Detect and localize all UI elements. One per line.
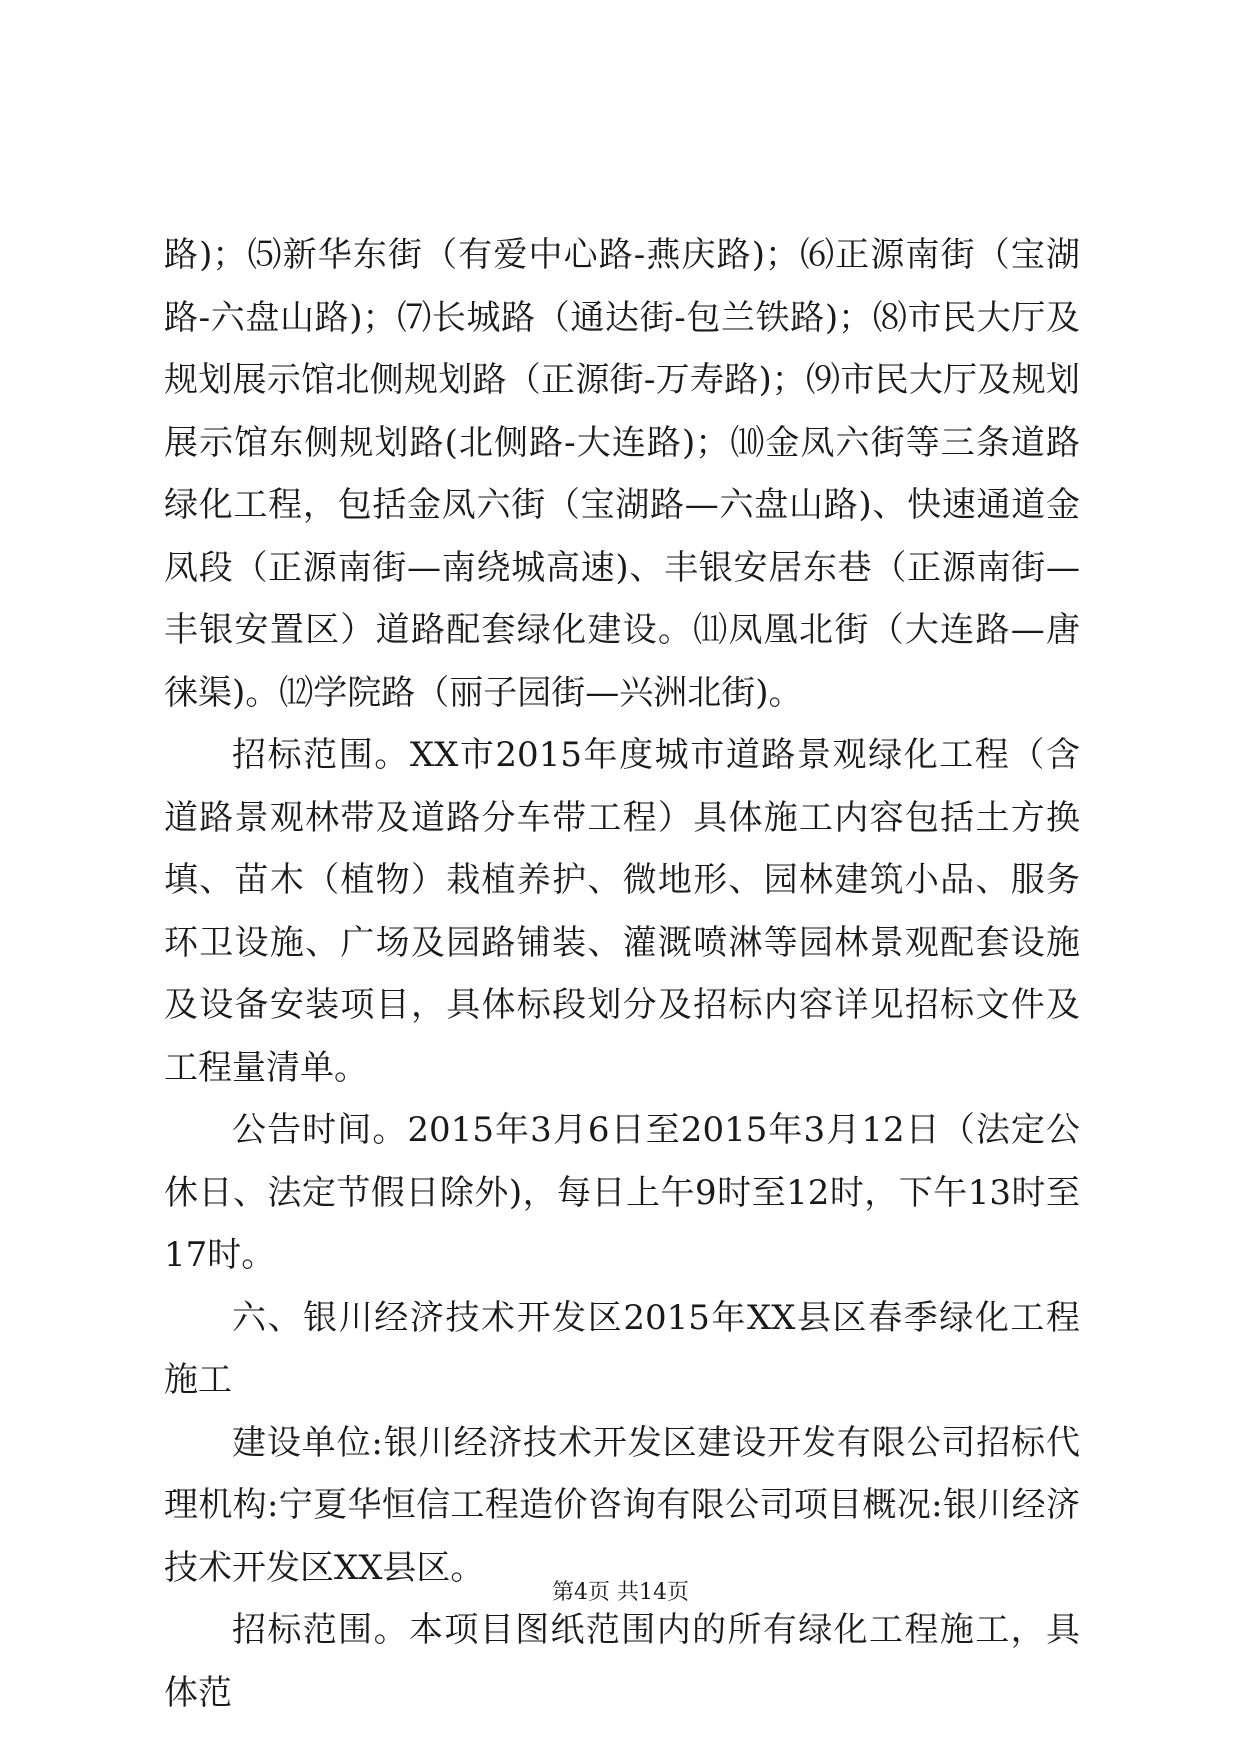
page-footer: 第4页 共14页 [552,1580,689,1605]
paragraph-road-list: 路)；⑸新华东街（有爱中心路-燕庆路)；⑹正源南街（宝湖路-六盘山路)；⑺长城路（通达街-包兰铁路)；⑻市民大厅及规划展示馆北侧规划路（正源街-万寿路)；⑼市民大厅及规划展示馆东侧规划路(北侧路-大连路)；⑽金凤六街等三条道路绿化工程，包括金凤六街（宝湖路—六盘山路)、快速通道金凤段（正源南街—南绕城高速)、丰银安居东巷（正源南街—丰银安置区）道路配套绿化建设。⑾凤凰北街（大连路—唐徕渠)。⑿学院路（丽子园街—兴洲北街)。 [164,235,1080,713]
body-text [164,224,1080,1724]
paragraph-builder-info: 建设单位:银川经济技术开发区建设开发有限公司招标代理机构:宁夏华恒信工程造价咨询有限公司项目概况:银川经济技术开发区XX县区。 [164,1422,1080,1588]
paragraph-bid-scope-2: 招标范围。本项目图纸范围内的所有绿化工程施工，具体范 [164,1610,1080,1713]
paragraph-bid-scope: 招标范围。XX市2015年度城市道路景观绿化工程（含道路景观林带及道路分车带工程）具体施工内容包括土方换填、苗木（植物）栽植养护、微地形、园林建筑小品、服务环卫设施、广场及园路铺装、灌溉喷淋等园林景观配套设施及设备安装项目，具体标段划分及招标内容详见招标文件及工程量清单。 [164,735,1080,1088]
section-heading-six: 六、银川经济技术开发区2015年XX县区春季绿化工程施工 [164,1297,1080,1400]
paragraph-notice-time: 公告时间。2015年3月6日至2015年3月12日（法定公休日、法定节假日除外)，每日上午9时至12时，下午13时至17时。 [164,1110,1080,1275]
